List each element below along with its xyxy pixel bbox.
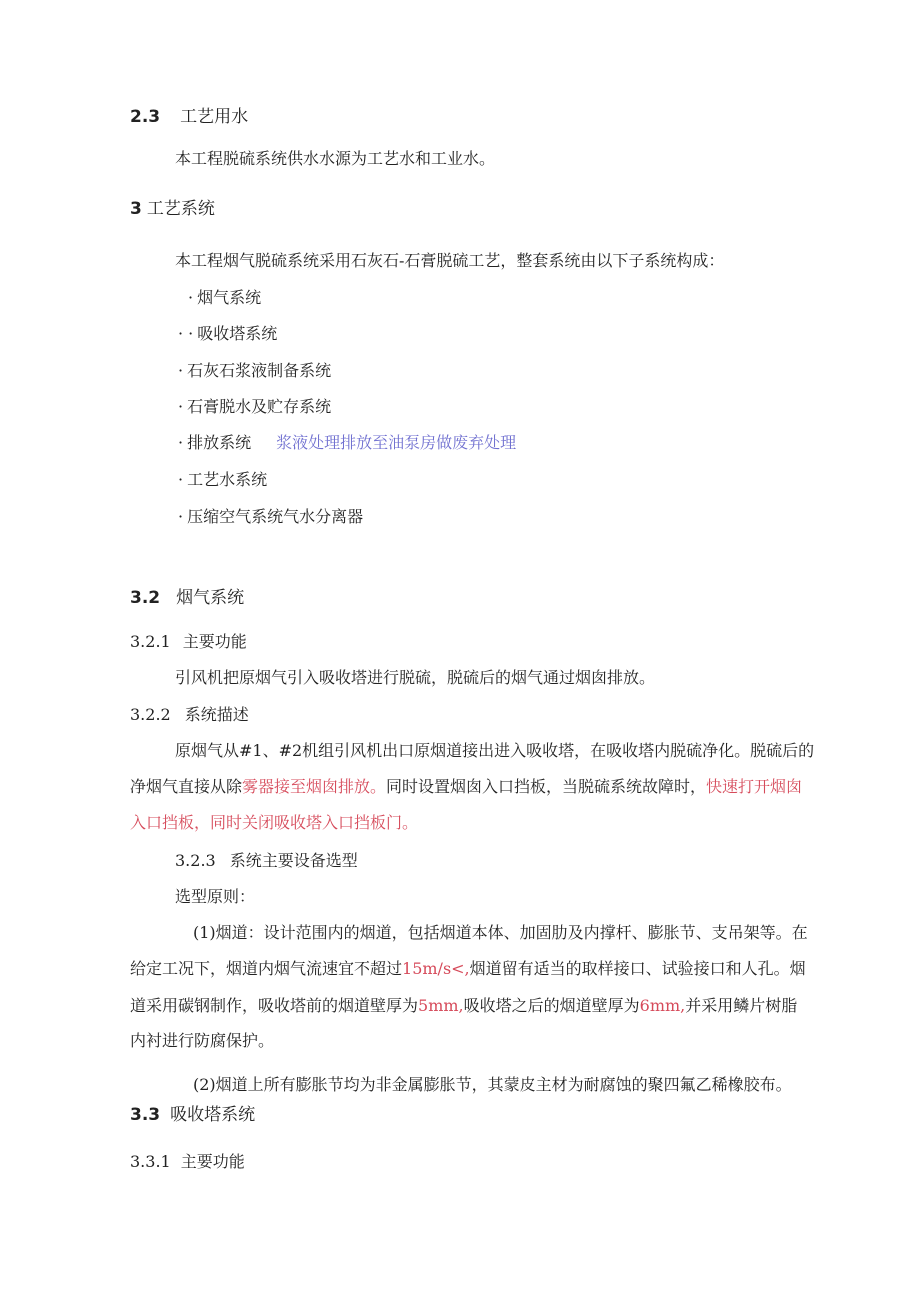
paragraph: (2)烟道上所有膨胀节均为非金属膨胀节，其蒙皮主材为耐腐蚀的聚四氟乙稀橡胶布。: [193, 1075, 792, 1094]
annotated-value: 6mm,: [639, 996, 686, 1015]
bullet: ·: [178, 433, 184, 452]
bullet: ·: [188, 288, 194, 307]
heading-title: 工艺系统: [146, 199, 215, 219]
annotated-text: 快速打开烟囱: [706, 777, 803, 796]
list-item: [178, 361, 331, 381]
list-item: [178, 433, 516, 453]
heading-title: 工艺用水: [180, 107, 249, 127]
heading-number: 2.3: [130, 107, 161, 127]
annotated-value: 15m/s<,: [402, 959, 470, 978]
paragraph-line: 入口挡板，同时关闭吸收塔入口挡板门。: [130, 813, 419, 832]
heading-3-3: [130, 1105, 255, 1125]
text-run: 同时设置烟囱入口挡板，当脱硫系统故障时，: [386, 777, 707, 796]
bullet: ·: [178, 397, 184, 416]
text-run: 道采用碳钢制作，吸收塔前的烟道壁厚为: [130, 996, 419, 1015]
subheading-number: 3.2.1: [130, 632, 171, 651]
heading-number: 3: [130, 199, 142, 219]
text-run: 净烟气直接从除: [130, 777, 243, 796]
subheading-3-2-2: [130, 705, 249, 725]
subheading-3-2-3: [175, 851, 358, 871]
list-item-label: 排放系统: [187, 433, 252, 452]
heading-number: 3.3: [130, 1105, 161, 1125]
paragraph-line: [130, 777, 802, 797]
bullet: ·: [178, 507, 184, 526]
subheading-title: 主要功能: [182, 632, 247, 651]
subheading-number: 3.3.1: [130, 1152, 171, 1171]
bullet: · ·: [178, 324, 194, 343]
paragraph-intro: 本工程烟气脱硫系统采用石灰石-石膏脱硫工艺，整套系统由以下子系统构成：: [175, 251, 725, 270]
paragraph: 选型原则：: [175, 887, 256, 906]
annotated-text: 雾器接至烟囱排放。: [242, 777, 387, 796]
paragraph: 引风机把原烟气引入吸收塔进行脱硫，脱硫后的烟气通过烟囱排放。: [175, 668, 656, 687]
subheading-title: 主要功能: [180, 1152, 245, 1171]
subheading-title: 系统主要设备选型: [229, 851, 358, 870]
paragraph-line: [130, 996, 797, 1016]
bullet: ·: [178, 470, 184, 489]
annotated-value: 5mm,: [418, 996, 464, 1015]
paragraph-line: [130, 959, 806, 979]
heading-3-2: [130, 588, 244, 608]
list-item: [178, 507, 363, 527]
list-item-label: 烟气系统: [197, 288, 262, 307]
subheading-number: 3.2.3: [175, 851, 216, 870]
heading-3: [130, 199, 215, 219]
list-item-label: 吸收塔系统: [197, 324, 278, 343]
text-run: 烟道留有适当的取样接口、试验接口和人孔。烟: [469, 959, 806, 978]
paragraph-line: (1)烟道：设计范围内的烟道，包括烟道本体、加固肋及内撑杆、膨胀节、支吊架等。在: [193, 923, 808, 942]
subheading-number: 3.2.2: [130, 705, 171, 724]
paragraph-line: 内衬进行防腐保护。: [130, 1031, 275, 1050]
list-item-label: 石灰石浆液制备系统: [187, 361, 332, 380]
heading-number: 3.2: [130, 588, 161, 608]
text-run: 给定工况下，烟道内烟气流速宜不超过: [130, 959, 403, 978]
paragraph: 本工程脱硫系统供水水源为工艺水和工业水。: [175, 149, 496, 168]
paragraph-line: 原烟气从#1、#2机组引风机出口原烟道接出进入吸收塔，在吸收塔内脱硫净化。脱硫后的: [175, 741, 815, 760]
heading-2-3: [130, 107, 248, 127]
text-run: 并采用鳞片树脂: [685, 996, 798, 1015]
list-item-label: 石膏脱水及贮存系统: [187, 397, 332, 416]
heading-title: 吸收塔系统: [170, 1105, 256, 1125]
heading-title: 烟气系统: [176, 588, 245, 608]
list-item: [178, 397, 331, 417]
annotation-note: 浆液处理排放至油泵房做废弃处理: [276, 433, 517, 452]
list-item-label: 工艺水系统: [187, 470, 268, 489]
list-item: [178, 324, 277, 344]
subheading-title: 系统描述: [184, 705, 249, 724]
list-item: [188, 288, 261, 308]
text-run: 吸收塔之后的烟道壁厚为: [463, 996, 640, 1015]
list-item: [178, 470, 267, 490]
bullet: ·: [178, 361, 184, 380]
list-item-label: 压缩空气系统气水分离器: [187, 507, 364, 526]
subheading-3-3-1: [130, 1152, 245, 1172]
subheading-3-2-1: [130, 632, 247, 652]
